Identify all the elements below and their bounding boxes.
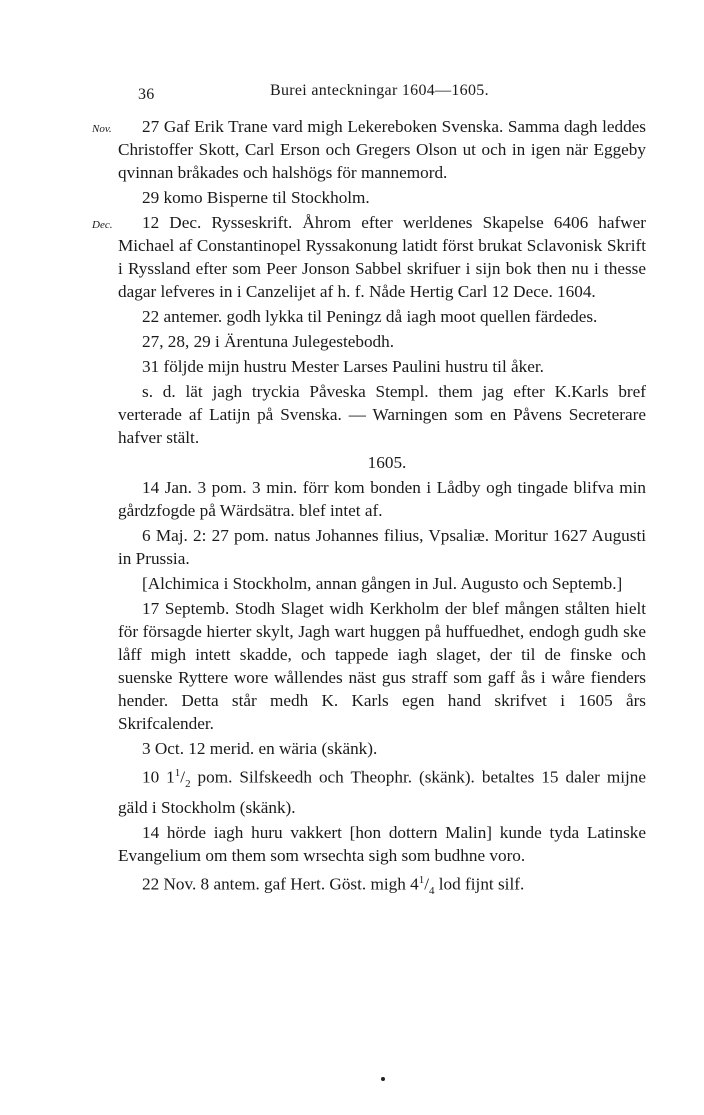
entry-text: [Alchimica i Stockholm, annan gången in Jul. Augusto och Septemb.] — [142, 574, 623, 593]
fraction-denominator: 4 — [428, 885, 435, 898]
entry-text: 22 Nov. 8 antem. gaf Hert. Göst. migh 4 — [142, 874, 419, 894]
year-heading: 1605. — [367, 453, 407, 472]
entry-text: s. d. lät jagh tryckia Påveska Stempl. them jag efter K.Karls bref verterade af Latijn på Svenska. — Warningen som en Påvens Secreterare hafver stält. — [118, 382, 646, 447]
body-text — [92, 115, 647, 905]
entry-text: 3 Oct. 12 merid. en wäria (skänk). — [142, 739, 378, 758]
entry-text: 31 följde mijn hustru Mester Larses Paulini hustru til åker. — [142, 357, 544, 376]
entry-paragraph — [118, 355, 646, 378]
entry-paragraph — [118, 330, 646, 353]
entry-paragraph — [118, 737, 646, 760]
entry-text: lod fijnt silf. — [434, 874, 525, 894]
entry-text: 14 Jan. 3 pom. 3 min. förr kom bonden i Lådby ogh tingade blifva min gårdzfogde på Wärdsätra. blef intet af. — [118, 478, 646, 520]
fraction-denominator: 2 — [185, 778, 191, 791]
entry-paragraph — [92, 211, 646, 303]
entry-text: 22 antemer. godh lykka til Peningz då iagh moot quellen färdedes. — [142, 307, 598, 326]
fraction-numerator: 1 — [174, 767, 181, 779]
entry-text: 6 Maj. 2: 27 pom. natus Johannes filius, Vpsaliæ. Moritur 1627 Augusti in Prussia. — [118, 526, 646, 568]
fraction-numerator: 1 — [418, 874, 425, 887]
entry-paragraph: 22 Nov. 8 antem. gaf Hert. Göst. migh $4^1/_4$ lod fijnt silf. — [142, 874, 525, 898]
entry-paragraph — [118, 597, 646, 735]
entry-text: 29 komo Bisperne til Stockholm. — [142, 188, 370, 207]
entry-paragraph — [118, 821, 646, 867]
entry-paragraph — [118, 524, 646, 570]
entry-paragraph — [118, 476, 646, 522]
entry-text: pom. Silfskeedh och Theophr. (skänk). betaltes 15 daler mijne gäld i Stockholm (skänk). — [118, 767, 647, 818]
entry-text: 27 Gaf Erik Trane vard migh Lekereboken Svenska. Samma dagh leddes Christoffer Skott, Carl Erson och Gregers Olson ut och in igen när Eggeby qvinnan bråkades och halshögs för mannemord. — [118, 117, 646, 182]
entry-text: 14 hörde iagh huru vakkert [hon dottern Malin] kunde tyda Latinske Evangelium om them som wrsechta sigh som budhne voro. — [118, 823, 646, 866]
entry-text: 10 1 — [142, 767, 175, 787]
entry-text: 27, 28, 29 i Ärentuna Julegestebodh. — [142, 332, 395, 351]
entry-paragraph — [118, 305, 646, 328]
entry-paragraph: 10 $1^1/_2$ pom. Silfskeedh och Theophr. (skänk). betaltes 15 daler mijne gäld i Stockholm (skänk). — [118, 767, 647, 818]
margin-note-nov: Nov. — [92, 123, 112, 135]
running-title: Burei anteckningar 1604—1605. — [270, 82, 489, 99]
entry-paragraph — [118, 380, 646, 449]
entry-text: 12 Dec. Rysseskrift. Åhrom efter werldenes Skapelse 6406 hafwer Michael af Constantinopel Ryssakonung latidt först brukat Sclavonisk Skrift i Ryssland efter som Peer Jonson Sabbel skrifuer i sijn bok then nu i thesse dagar lefveres in i Canzelijet af h. f. Nåde Hertig Carl 12 Dece. 1604. — [118, 213, 646, 301]
entry-paragraph — [118, 572, 646, 595]
page-header — [118, 82, 588, 106]
margin-note-dec: Dec. — [92, 219, 113, 231]
entry-text: 17 Septemb. Stodh Slaget widh Kerkholm der blef mången stålten hielt för försagde hierter skylt, Jagh wart huggen på huffuedhet, endogh gudh ske låff migh intett skadde, och tappede iagh slaget, der til de finske och suenske Ryttere wore wållendes näst gus straff som gaff ås i wåre fienders hender. Detta står medh K. Karls egen hand skrifvet i 1605 års Skrifcalender. — [118, 599, 646, 733]
entry-paragraph — [118, 186, 646, 209]
footer-dot — [381, 1077, 385, 1081]
page-number: 36 — [138, 86, 155, 103]
entry-paragraph — [92, 115, 646, 184]
